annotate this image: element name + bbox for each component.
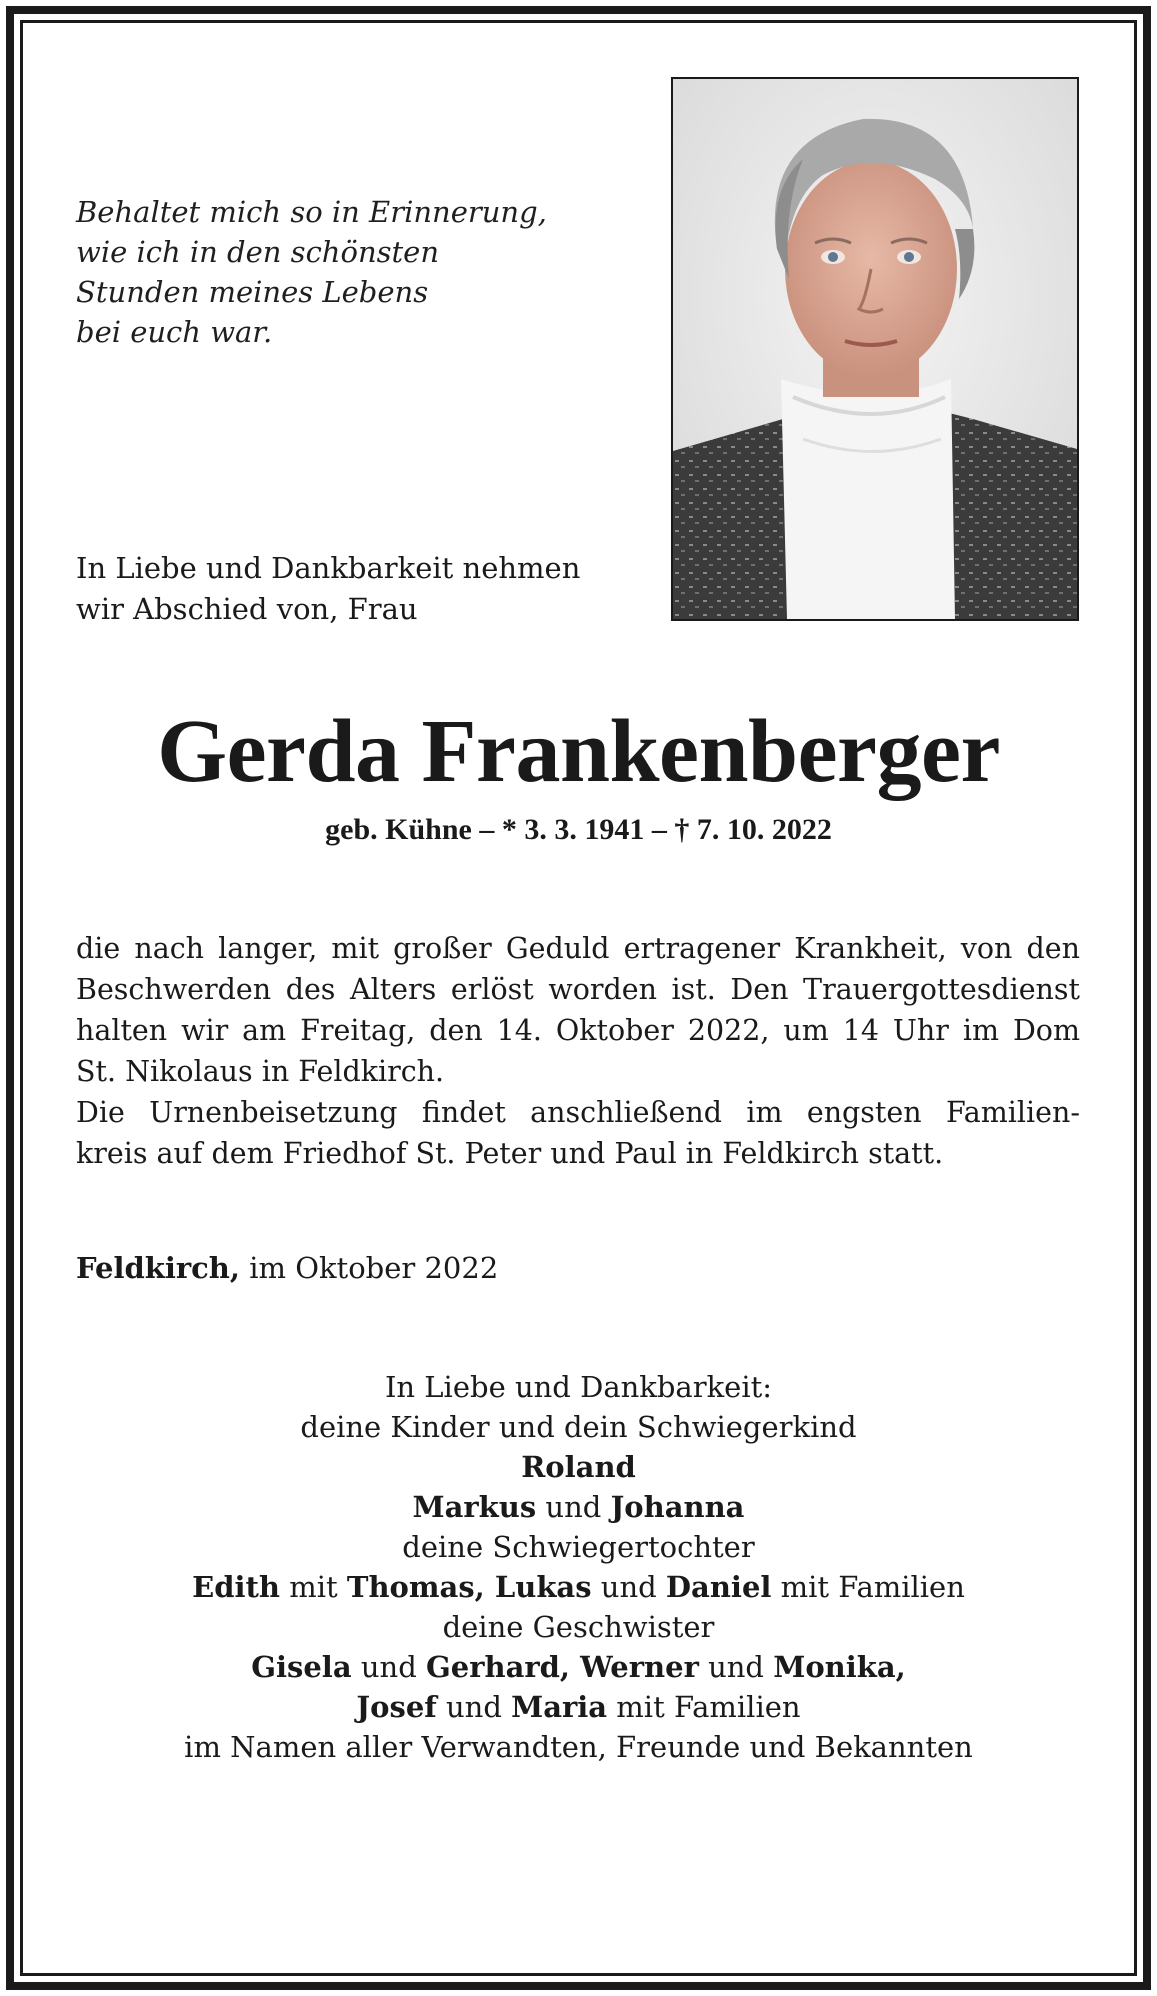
body-line: St. Nikolaus in Feldkirch.: [76, 1055, 445, 1088]
closing-line: im Namen aller Verwandten, Freunde und Bekannten: [184, 1730, 973, 1764]
quote-line: bei euch war.: [76, 315, 273, 349]
place-and-date: [76, 1248, 498, 1288]
connector: mit Familien: [607, 1690, 801, 1724]
place-city: Feldkirch,: [76, 1251, 240, 1285]
connector: und: [436, 1690, 512, 1724]
announcement-text: [76, 928, 1080, 1174]
connector: und: [351, 1650, 426, 1684]
deceased-name: Gerda Frankenberger: [157, 702, 1000, 801]
memorial-quote: [76, 192, 596, 352]
mourner-name: Maria: [511, 1690, 608, 1724]
body-line: kreis auf dem Friedhof St. Peter und Paul in Feldkirch statt.: [76, 1137, 944, 1170]
body-line: halten wir am Freitag, den 14. Oktober 2022, um 14 Uhr im Dom: [76, 1014, 1080, 1047]
connector: und: [698, 1650, 774, 1684]
mourner-name: Edith: [192, 1570, 280, 1604]
mourner-name: Markus: [412, 1490, 537, 1524]
quote-line: Stunden meines Lebens: [76, 275, 429, 309]
children-line-2: [0, 1487, 1157, 1527]
intro-line: In Liebe und Dankbarkeit nehmen: [76, 551, 581, 585]
mourners-heading: In Liebe und Dankbarkeit:: [384, 1370, 773, 1404]
connector: und: [536, 1490, 611, 1524]
body-line: Die Urnenbeisetzung findet anschließend im engsten Familien-: [76, 1096, 1080, 1129]
body-line: Beschwerden des Alters erlöst worden ist. Den Trauergottesdienst: [76, 973, 1080, 1006]
siblings-line-1: [0, 1647, 1157, 1687]
farewell-intro: [76, 548, 656, 630]
mourner-name: Monika,: [773, 1650, 906, 1684]
life-dates: geb. Kühne – * 3. 3. 1941 – † 7. 10. 2022: [325, 813, 832, 846]
connector: mit Familien: [771, 1570, 965, 1604]
mourner-name: Johanna: [610, 1490, 745, 1524]
children-label: deine Kinder und dein Schwiegerkind: [300, 1410, 857, 1444]
siblings-line-2: [0, 1687, 1157, 1727]
mourner-name: Gisela: [251, 1650, 352, 1684]
daughter-in-law-line: [0, 1567, 1157, 1607]
connector: mit: [279, 1570, 347, 1604]
body-line: die nach langer, mit großer Geduld ertragener Krankheit, von den: [76, 932, 1080, 965]
mourner-name: Gerhard, Werner: [425, 1650, 699, 1684]
quote-line: wie ich in den schönsten: [76, 235, 439, 269]
portrait-illustration: [673, 79, 1077, 619]
mourner-name: Roland: [521, 1450, 636, 1484]
daughter-in-law-label: deine Schwiegertochter: [402, 1530, 755, 1564]
quote-line: Behaltet mich so in Erinnerung,: [76, 195, 547, 229]
children-line-1: [0, 1447, 1157, 1487]
connector: und: [591, 1570, 666, 1604]
intro-line: wir Abschied von, Frau: [76, 592, 418, 626]
mourner-name: Josef: [356, 1690, 437, 1724]
mourners-list: [0, 1367, 1157, 1767]
mourner-name: Daniel: [665, 1570, 772, 1604]
portrait-photo: [671, 77, 1079, 621]
place-date: im Oktober 2022: [239, 1251, 499, 1285]
siblings-label: deine Geschwister: [442, 1610, 715, 1644]
mourner-name: Thomas, Lukas: [346, 1570, 592, 1604]
